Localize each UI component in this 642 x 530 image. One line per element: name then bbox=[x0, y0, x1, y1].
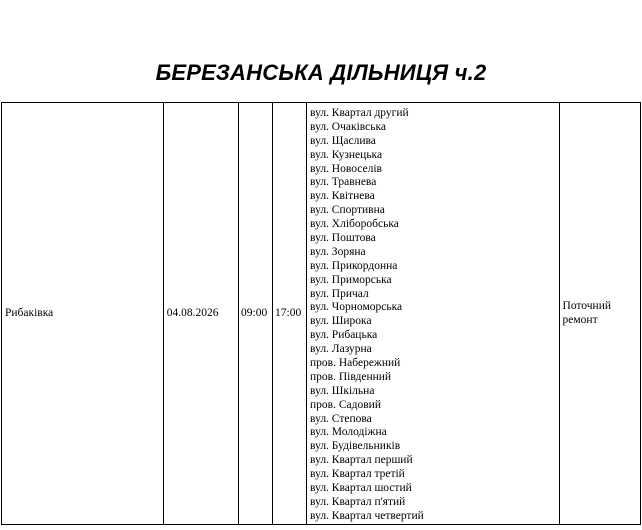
street-item: пров. Набережний bbox=[310, 357, 401, 370]
page-title: БЕРЕЗАНСЬКА ДІЛЬНИЦЯ ч.2 bbox=[155, 60, 487, 85]
table-row bbox=[2, 103, 641, 525]
street-item: вул. Квартал другий bbox=[310, 107, 409, 119]
outage-table bbox=[1, 102, 641, 525]
street-item: пров. Південний bbox=[310, 370, 392, 383]
outage-table-container bbox=[0, 102, 642, 530]
street-item: вул. Квартал перший bbox=[310, 454, 413, 467]
street-item: вул. Лазурна bbox=[310, 343, 372, 356]
street-item: вул. Причал bbox=[310, 287, 369, 300]
street-item: вул. Квартал шостий bbox=[310, 482, 412, 495]
street-item: вул. Поштова bbox=[310, 232, 376, 245]
street-item: вул. Новоселів bbox=[310, 162, 382, 175]
time-from-cell: 09:00 bbox=[239, 103, 273, 525]
street-item: вул. Травнева bbox=[310, 176, 377, 189]
time-to-cell: 17:00 bbox=[273, 103, 307, 525]
street-item: вул. Широка bbox=[310, 315, 372, 328]
street-item: вул. Прикордонна bbox=[310, 259, 398, 272]
street-item: вул. Квартал п'ятий bbox=[310, 495, 406, 508]
street-item: вул. Приморська bbox=[310, 273, 392, 286]
street-item: вул. Кузнецька bbox=[310, 148, 383, 161]
street-item: пров. Садовий bbox=[310, 398, 381, 411]
street-item: вул. Хліборобська bbox=[310, 218, 399, 231]
street-item: вул. Молодіжна bbox=[310, 426, 387, 439]
reason-cell: Поточний ремонт bbox=[559, 103, 640, 525]
street-item: вул. Спортивна bbox=[310, 204, 385, 217]
street-item: вул. Квітнева bbox=[310, 190, 375, 203]
street-item: вул. Зоряна bbox=[310, 245, 366, 258]
street-item: вул. Квартал третій bbox=[310, 468, 405, 481]
street-item: вул. Щаслива bbox=[310, 134, 376, 147]
date-cell: 04.08.2026 bbox=[163, 103, 238, 525]
street-item: вул. Квартал четвертий bbox=[310, 509, 424, 522]
street-item: вул. Рибацька bbox=[310, 329, 378, 342]
street-item: вул. Будівельників bbox=[310, 440, 401, 453]
street-item: вул. Шкільна bbox=[310, 384, 375, 397]
street-item: вул. Очаківська bbox=[310, 120, 387, 133]
street-item: вул. Чорноморська bbox=[310, 301, 403, 314]
settlement-cell: Рибаківка bbox=[2, 103, 164, 525]
streets-cell bbox=[307, 103, 560, 525]
street-item: вул. Степова bbox=[310, 412, 372, 425]
